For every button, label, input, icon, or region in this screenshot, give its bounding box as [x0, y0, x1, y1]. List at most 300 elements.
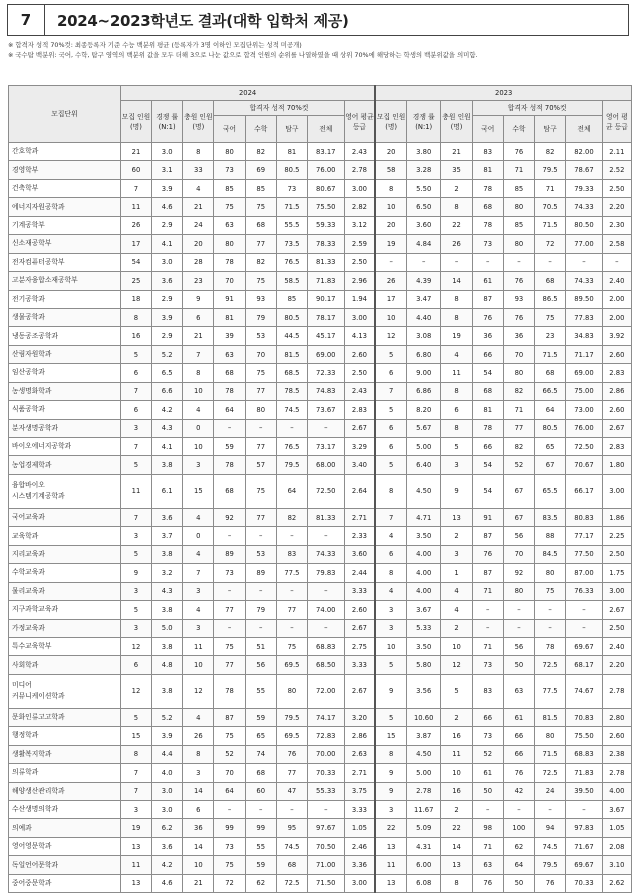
table-cell: –	[276, 582, 307, 600]
table-cell: 68	[245, 764, 276, 782]
table-cell: 50	[503, 656, 534, 674]
table-cell: –	[566, 601, 603, 619]
unit-name-cell: 기계공학부	[9, 216, 121, 234]
table-cell: 77	[214, 656, 245, 674]
table-cell: 2.11	[602, 143, 631, 161]
table-cell: 52	[214, 745, 245, 763]
table-cell: 69.00	[566, 364, 603, 382]
table-cell: 7	[375, 508, 406, 526]
table-cell: 9	[441, 474, 472, 508]
table-cell: –	[245, 582, 276, 600]
table-cell: 2.58	[602, 235, 631, 253]
table-cell: 82.00	[566, 143, 603, 161]
unit-name-cell: 임산공학과	[9, 364, 121, 382]
table-cell: 55	[245, 837, 276, 855]
table-cell: 76.5	[276, 438, 307, 456]
table-cell: –	[308, 419, 345, 437]
section-title-box	[7, 4, 629, 36]
table-cell: 75	[534, 308, 565, 326]
table-cell: 2.08	[602, 837, 631, 855]
table-row	[9, 564, 632, 582]
table-cell: 100	[503, 819, 534, 837]
table-cell: 68	[472, 198, 503, 216]
table-cell: 13	[375, 874, 406, 892]
table-cell: 4.00	[407, 582, 441, 600]
table-cell: 7	[183, 564, 214, 582]
table-cell: 71	[472, 637, 503, 655]
table-cell: 71.50	[308, 874, 345, 892]
table-cell: 91	[472, 508, 503, 526]
table-cell: 1.94	[344, 290, 375, 308]
table-cell: 2.44	[344, 564, 375, 582]
table-cell: 2.50	[602, 619, 631, 637]
table-cell: 70	[245, 345, 276, 363]
table-cell: 77	[245, 508, 276, 526]
table-cell: 8	[441, 419, 472, 437]
table-cell: 8.20	[407, 401, 441, 419]
table-cell: –	[566, 253, 603, 271]
table-cell: 81	[276, 143, 307, 161]
table-cell: 3.47	[407, 290, 441, 308]
table-cell: 80	[503, 582, 534, 600]
col-inquiry-2023: 탐구	[534, 116, 565, 143]
table-cell: 47	[276, 782, 307, 800]
table-cell: 68.83	[566, 745, 603, 763]
table-cell: 76	[472, 308, 503, 326]
col-inquiry-2024: 탐구	[276, 116, 307, 143]
table-cell: 11	[120, 474, 151, 508]
table-cell: 7	[120, 438, 151, 456]
table-row	[9, 674, 632, 708]
table-cell: 71.5	[534, 345, 565, 363]
table-cell: 78	[472, 419, 503, 437]
table-cell: 17	[120, 235, 151, 253]
table-row	[9, 308, 632, 326]
table-cell: 75	[245, 198, 276, 216]
table-cell: 98	[472, 819, 503, 837]
table-row	[9, 474, 632, 508]
table-cell: 66.5	[534, 382, 565, 400]
table-cell: 67	[503, 508, 534, 526]
table-cell: 25	[120, 272, 151, 290]
table-cell: 63	[472, 856, 503, 874]
table-cell: 83.17	[308, 143, 345, 161]
table-cell: 76	[534, 874, 565, 892]
table-cell: 68	[534, 272, 565, 290]
table-cell: 1.05	[602, 819, 631, 837]
table-cell: 3	[183, 619, 214, 637]
table-cell: 87	[472, 290, 503, 308]
table-cell: 73.67	[308, 401, 345, 419]
table-cell: 70.00	[308, 745, 345, 763]
table-cell: 71.00	[308, 856, 345, 874]
table-row	[9, 637, 632, 655]
table-row	[9, 856, 632, 874]
table-cell: 4.6	[152, 198, 183, 216]
table-row	[9, 508, 632, 526]
note-line: ※ 합격자 성적 70%컷: 최종등록자 기준 수능 백분위 평균 (등록자가 3명 이하인 모집단위는 성적 미공개)	[8, 41, 302, 49]
table-cell: 5.2	[152, 708, 183, 726]
table-cell: 5	[120, 601, 151, 619]
unit-name-cell: 수산생명의학과	[9, 801, 121, 819]
col-total-2023: 전체	[566, 116, 603, 143]
table-cell: 78.17	[308, 308, 345, 326]
table-row	[9, 419, 632, 437]
table-cell: 14	[441, 837, 472, 855]
table-cell: –	[375, 253, 406, 271]
table-cell: 50	[472, 782, 503, 800]
table-cell: 9	[120, 564, 151, 582]
table-cell: 2.43	[344, 382, 375, 400]
table-cell: 2.67	[602, 419, 631, 437]
table-cell: –	[245, 619, 276, 637]
table-cell: 0	[183, 527, 214, 545]
table-cell: 72.5	[534, 656, 565, 674]
unit-name-cell: 산림자원학과	[9, 345, 121, 363]
table-cell: 9.00	[407, 364, 441, 382]
unit-name-cell: 전기공학과	[9, 290, 121, 308]
table-cell: 4.00	[407, 564, 441, 582]
table-cell: 54	[120, 253, 151, 271]
table-cell: 80.5	[276, 161, 307, 179]
table-cell: 1	[441, 564, 472, 582]
section-number: 7	[8, 5, 45, 35]
table-cell: 6	[375, 419, 406, 437]
table-cell: 74.83	[308, 382, 345, 400]
unit-name-cell: 수학교육과	[9, 564, 121, 582]
table-cell: 85	[214, 179, 245, 197]
table-cell: 8	[120, 308, 151, 326]
table-cell: 2.33	[344, 527, 375, 545]
table-cell: 69.67	[566, 637, 603, 655]
table-cell: 67	[534, 456, 565, 474]
table-cell: –	[534, 619, 565, 637]
table-cell: 65	[534, 438, 565, 456]
table-cell: 21	[183, 327, 214, 345]
table-cell: 13	[120, 874, 151, 892]
table-cell: 2.71	[344, 508, 375, 526]
table-cell: 2	[441, 619, 472, 637]
table-cell: 68.17	[566, 656, 603, 674]
table-cell: 2.78	[602, 674, 631, 708]
table-cell: 79.5	[276, 708, 307, 726]
table-cell: 76	[503, 272, 534, 290]
table-cell: 78.5	[276, 382, 307, 400]
table-cell: 20	[183, 235, 214, 253]
table-cell: 85	[503, 179, 534, 197]
table-cell: 73	[214, 837, 245, 855]
table-cell: 4	[375, 527, 406, 545]
table-cell: 64	[214, 782, 245, 800]
table-cell: 1.80	[602, 456, 631, 474]
table-cell: 70.5	[534, 198, 565, 216]
table-cell: 56	[503, 527, 534, 545]
table-cell: 4.3	[152, 419, 183, 437]
table-cell: 2.80	[602, 708, 631, 726]
table-cell: 3.9	[152, 308, 183, 326]
table-cell: 6	[375, 364, 406, 382]
table-cell: 12	[120, 674, 151, 708]
table-cell: 68	[276, 856, 307, 874]
table-cell: 8	[375, 474, 406, 508]
table-cell: 64	[503, 856, 534, 874]
table-cell: 2.62	[602, 874, 631, 892]
table-cell: 21	[441, 143, 472, 161]
table-cell: 4.00	[407, 545, 441, 563]
table-cell: 20	[375, 216, 406, 234]
table-cell: 3.36	[344, 856, 375, 874]
table-cell: –	[276, 527, 307, 545]
table-cell: 7	[120, 508, 151, 526]
table-cell: 2	[441, 179, 472, 197]
table-cell: 2.38	[602, 745, 631, 763]
table-cell: 4.50	[407, 474, 441, 508]
table-cell: 77	[245, 382, 276, 400]
table-cell: 74.5	[534, 837, 565, 855]
table-cell: 39.50	[566, 782, 603, 800]
table-cell: 80	[245, 401, 276, 419]
table-cell: 6.00	[407, 856, 441, 874]
table-cell: 8	[120, 745, 151, 763]
table-cell: 6	[183, 308, 214, 326]
table-cell: 71.67	[566, 837, 603, 855]
table-cell: 4.3	[152, 582, 183, 600]
table-cell: 76	[276, 745, 307, 763]
table-cell: 2.63	[344, 745, 375, 763]
table-cell: 80	[503, 364, 534, 382]
col-english-2023: 영어 평균 등급	[602, 101, 631, 143]
table-cell: 83	[472, 143, 503, 161]
table-cell: 3	[441, 456, 472, 474]
unit-name-cell: 미디어 커뮤니케이션학과	[9, 674, 121, 708]
table-cell: –	[503, 601, 534, 619]
table-cell: 2.83	[602, 364, 631, 382]
table-row	[9, 364, 632, 382]
table-cell: –	[276, 801, 307, 819]
table-cell: 80	[276, 674, 307, 708]
table-cell: 66	[472, 438, 503, 456]
table-cell: 3.9	[152, 179, 183, 197]
table-row	[9, 345, 632, 363]
table-cell: 52	[472, 745, 503, 763]
table-cell: 13	[441, 508, 472, 526]
table-cell: 5	[441, 438, 472, 456]
table-cell: 36	[503, 327, 534, 345]
table-cell: 2.25	[602, 527, 631, 545]
unit-name-cell: 교육학과	[9, 527, 121, 545]
table-cell: 72.83	[308, 727, 345, 745]
table-cell: 80	[214, 235, 245, 253]
unit-name-cell: 생물공학과	[9, 308, 121, 326]
table-cell: 3.40	[344, 456, 375, 474]
table-cell: 77.83	[566, 308, 603, 326]
table-cell: 11	[183, 637, 214, 655]
table-cell: 86.5	[534, 290, 565, 308]
table-cell: 7	[120, 179, 151, 197]
table-cell: 2.40	[602, 272, 631, 290]
table-cell: 2.50	[344, 253, 375, 271]
table-cell: 75	[214, 198, 245, 216]
table-cell: 62	[245, 874, 276, 892]
col-competition-2023: 경쟁 률 (N:1)	[407, 101, 441, 143]
table-cell: 2.67	[602, 601, 631, 619]
table-cell: 3.6	[152, 272, 183, 290]
table-cell: 3.75	[344, 782, 375, 800]
table-cell: 10	[183, 438, 214, 456]
table-cell: 51	[245, 637, 276, 655]
table-cell: –	[503, 619, 534, 637]
table-cell: 75.00	[566, 382, 603, 400]
table-cell: 8	[441, 198, 472, 216]
table-cell: –	[534, 801, 565, 819]
table-cell: 59	[245, 856, 276, 874]
table-cell: 13	[120, 837, 151, 855]
table-cell: 71.17	[566, 345, 603, 363]
table-cell: 92	[503, 564, 534, 582]
table-cell: 69	[245, 161, 276, 179]
table-cell: 77.5	[276, 564, 307, 582]
table-cell: 58.5	[276, 272, 307, 290]
table-cell: 80.5	[534, 419, 565, 437]
table-cell: 2.59	[344, 235, 375, 253]
table-cell: 82	[245, 253, 276, 271]
table-cell: 80	[503, 198, 534, 216]
table-cell: 71.83	[566, 764, 603, 782]
year-2024-header: 2024	[120, 86, 375, 101]
table-cell: 6.08	[407, 874, 441, 892]
table-cell: 23	[183, 272, 214, 290]
table-cell: 75	[276, 637, 307, 655]
unit-name-cell: 분자생명공학과	[9, 419, 121, 437]
table-cell: 3	[120, 419, 151, 437]
table-cell: 74.67	[566, 674, 603, 708]
table-cell: 6	[183, 801, 214, 819]
table-cell: 1.75	[602, 564, 631, 582]
table-cell: 8	[375, 745, 406, 763]
table-cell: 3.29	[344, 438, 375, 456]
table-cell: 79.5	[276, 456, 307, 474]
table-cell: 3.67	[407, 601, 441, 619]
table-cell: –	[602, 253, 631, 271]
table-cell: 70.50	[308, 837, 345, 855]
table-cell: 54	[472, 456, 503, 474]
table-cell: –	[441, 253, 472, 271]
table-cell: 2.30	[602, 216, 631, 234]
table-cell: 60	[245, 782, 276, 800]
table-cell: 93	[245, 290, 276, 308]
table-row	[9, 727, 632, 745]
table-cell: 66.17	[566, 474, 603, 508]
table-cell: 10	[183, 856, 214, 874]
table-cell: 4.2	[152, 856, 183, 874]
table-cell: 14	[441, 272, 472, 290]
table-cell: 3.60	[407, 216, 441, 234]
table-cell: 4.1	[152, 235, 183, 253]
table-cell: 26	[120, 216, 151, 234]
unit-name-cell: 특수교육학부	[9, 637, 121, 655]
table-cell: 4.4	[152, 745, 183, 763]
table-cell: 73	[276, 179, 307, 197]
table-cell: 81.5	[534, 708, 565, 726]
table-row	[9, 198, 632, 216]
table-cell: 8	[441, 382, 472, 400]
table-cell: 90.17	[308, 290, 345, 308]
table-cell: 3.33	[344, 801, 375, 819]
table-cell: 26	[375, 272, 406, 290]
table-cell: 44.5	[276, 327, 307, 345]
table-cell: 87	[214, 708, 245, 726]
table-cell: 85	[276, 290, 307, 308]
table-cell: 21	[120, 143, 151, 161]
table-cell: –	[566, 619, 603, 637]
table-cell: 2	[441, 708, 472, 726]
table-cell: 62	[503, 837, 534, 855]
table-cell: 74.17	[308, 708, 345, 726]
table-row	[9, 801, 632, 819]
table-cell: 5.80	[407, 656, 441, 674]
unit-name-cell: 독일언어문학과	[9, 856, 121, 874]
table-cell: 22	[375, 819, 406, 837]
table-cell: 56	[503, 637, 534, 655]
table-row	[9, 438, 632, 456]
table-cell: –	[534, 253, 565, 271]
table-cell: 3.2	[152, 564, 183, 582]
table-row	[9, 819, 632, 837]
table-cell: 5.50	[407, 179, 441, 197]
year-2023-header: 2023	[375, 86, 631, 101]
table-cell: 85	[503, 216, 534, 234]
table-cell: 80.5	[276, 308, 307, 326]
table-cell: 75.50	[566, 727, 603, 745]
table-cell: 6.5	[152, 364, 183, 382]
table-cell: 81	[472, 161, 503, 179]
table-cell: 26	[183, 727, 214, 745]
table-cell: 68.50	[308, 656, 345, 674]
table-cell: 23	[534, 327, 565, 345]
table-cell: 79.5	[534, 161, 565, 179]
table-cell: 74.33	[566, 198, 603, 216]
unit-name-cell: 해양생산관리학과	[9, 782, 121, 800]
table-cell: 81.33	[308, 253, 345, 271]
table-cell: 6	[375, 545, 406, 563]
table-cell: 65.5	[534, 474, 565, 508]
table-cell: 11	[120, 198, 151, 216]
table-cell: 55.33	[308, 782, 345, 800]
table-cell: 68	[214, 474, 245, 508]
table-cell: 85	[245, 179, 276, 197]
table-cell: 5.00	[407, 438, 441, 456]
table-cell: 71	[534, 179, 565, 197]
table-cell: 3.0	[152, 782, 183, 800]
table-cell: 10	[375, 637, 406, 655]
table-cell: 10.60	[407, 708, 441, 726]
table-cell: 81	[214, 308, 245, 326]
table-row	[9, 527, 632, 545]
table-cell: 53	[245, 545, 276, 563]
table-cell: 2.60	[602, 727, 631, 745]
table-cell: 68.5	[276, 364, 307, 382]
table-cell: 3.60	[344, 545, 375, 563]
table-cell: 5.33	[407, 619, 441, 637]
table-cell: 3.8	[152, 601, 183, 619]
unit-name-cell: 건축학부	[9, 179, 121, 197]
table-cell: 24	[534, 782, 565, 800]
table-cell: 77	[503, 419, 534, 437]
table-cell: 4.1	[152, 438, 183, 456]
table-cell: 33	[183, 161, 214, 179]
table-cell: 84.5	[534, 545, 565, 563]
table-cell: 5	[120, 456, 151, 474]
